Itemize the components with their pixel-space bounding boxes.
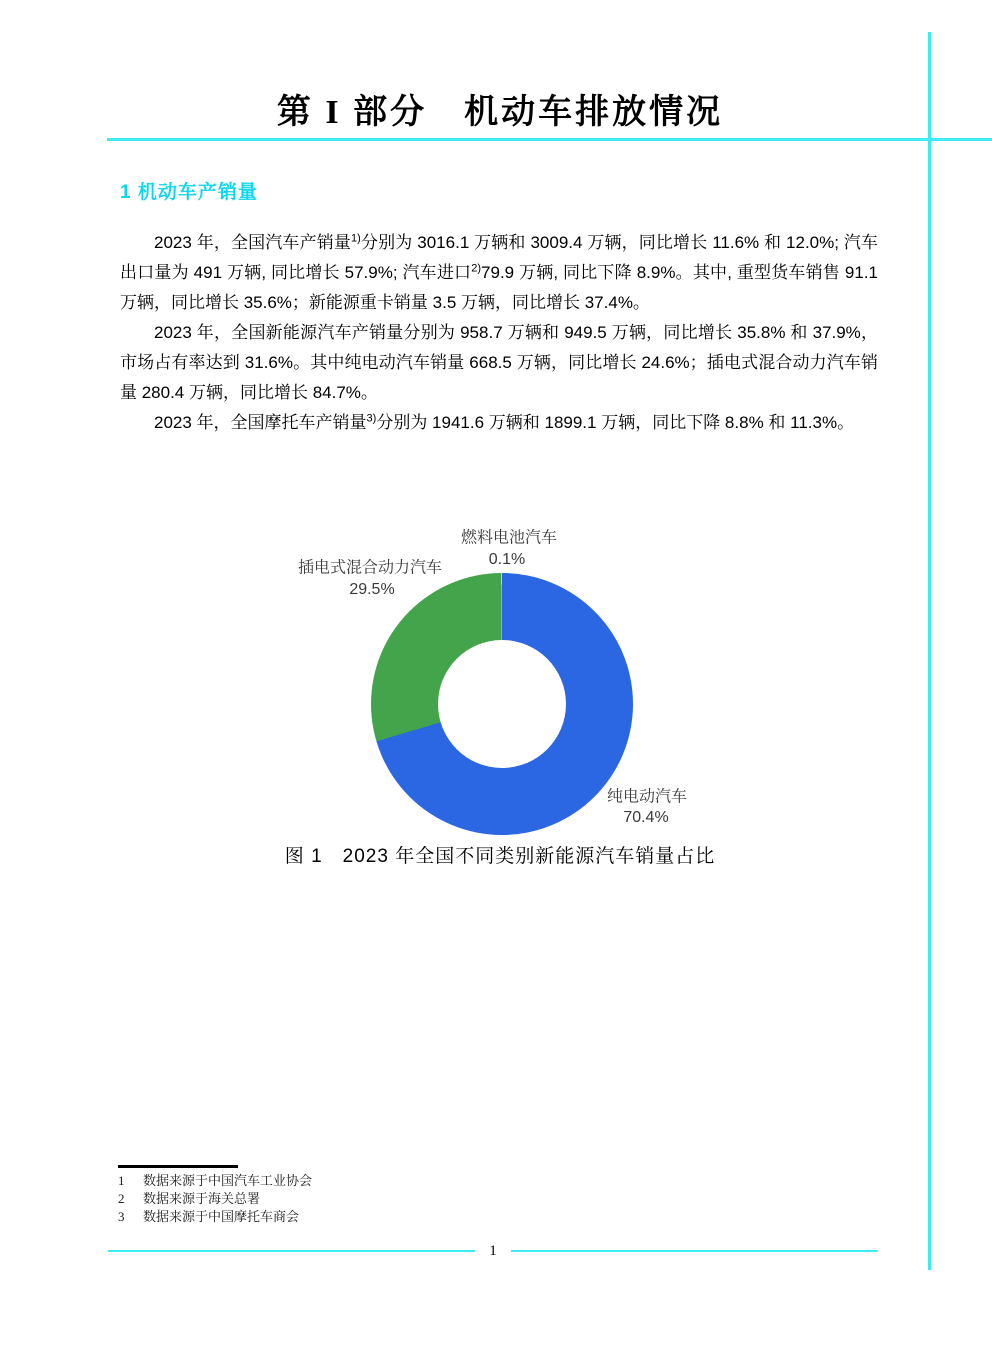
donut-hole (438, 640, 566, 768)
paragraph-text: 2023 年，全国新能源汽车产销量分别为 958.7 万辆和 949.5 万辆，同比增长 35.8% 和 37.9%，市场占有率达到 31.6%。其中纯电动汽车销量 668.5 万辆，同比增长 24.6%；插电式混合动力汽车销量 280.4 万辆，同比增长 84.7%。 (120, 323, 878, 402)
footnote-text: 数据来源于中国汽车工业协会 (143, 1173, 313, 1188)
figure-caption: 图 1 2023 年全国不同类别新能源汽车销量占比 (284, 846, 716, 867)
footnote-text: 数据来源于中国摩托车商会 (143, 1209, 300, 1224)
footnotes (118, 1165, 618, 1226)
paragraph-text: 2023 年，全国摩托车产销量 (154, 413, 367, 432)
slice-value-plugin-hybrid: 29.5% (349, 581, 395, 598)
right-vertical-rule (928, 32, 931, 1270)
footnote-separator (118, 1165, 238, 1168)
paragraph-text: 分别为 3016.1 万辆和 3009.4 万辆，同比增长 11.6% 和 12.0%; 汽车出口量为 491 万辆, 同比增长 57.9%; 汽车进口 (120, 233, 878, 282)
footnote-item (118, 1172, 618, 1190)
paragraph (120, 408, 878, 438)
slice-value-fuel-cell: 0.1% (488, 551, 526, 568)
footnote-ref: 2) (471, 262, 482, 275)
slice-value-battery-electric: 70.4% (623, 809, 669, 826)
section-heading: 1 机动车产销量 (120, 182, 258, 203)
page-title: 第 I 部分 机动车排放情况 (276, 94, 724, 131)
footnote-number: 3 (118, 1209, 125, 1224)
page-footer (108, 1240, 878, 1262)
footnote-number: 1 (118, 1173, 125, 1188)
footnote-item (118, 1208, 618, 1226)
paragraph-text: 79.9 万辆, 同比下降 8.9%。其中, 重型货车销售 91.1 万辆，同比增长 35.6%；新能源重卡销量 3.5 万辆，同比增长 37.4%。 (120, 263, 879, 312)
title-underline (107, 138, 992, 141)
body-paragraphs (120, 228, 878, 438)
paragraph (120, 318, 878, 408)
paragraph (120, 228, 878, 318)
footnote-ref: 1) (351, 232, 361, 245)
donut-chart (371, 573, 633, 835)
slice-label-plugin-hybrid: 插电式混合动力汽车 (297, 559, 443, 577)
slice-label-battery-electric: 纯电动汽车 (606, 788, 688, 806)
paragraph-text: 分别为 1941.6 万辆和 1899.1 万辆，同比下降 8.8% 和 11.3%。 (376, 413, 855, 432)
footnote-number: 2 (118, 1191, 125, 1206)
footnote-text: 数据来源于海关总署 (143, 1191, 261, 1206)
footnote-ref: 3) (366, 412, 377, 425)
footnote-item (118, 1190, 618, 1208)
paragraph-text: 2023 年，全国汽车产销量 (154, 233, 352, 252)
page-number: 1 (489, 1242, 497, 1259)
footer-rule-right (511, 1250, 878, 1252)
footer-rule-left (108, 1250, 475, 1252)
slice-label-fuel-cell: 燃料电池汽车 (460, 529, 558, 547)
